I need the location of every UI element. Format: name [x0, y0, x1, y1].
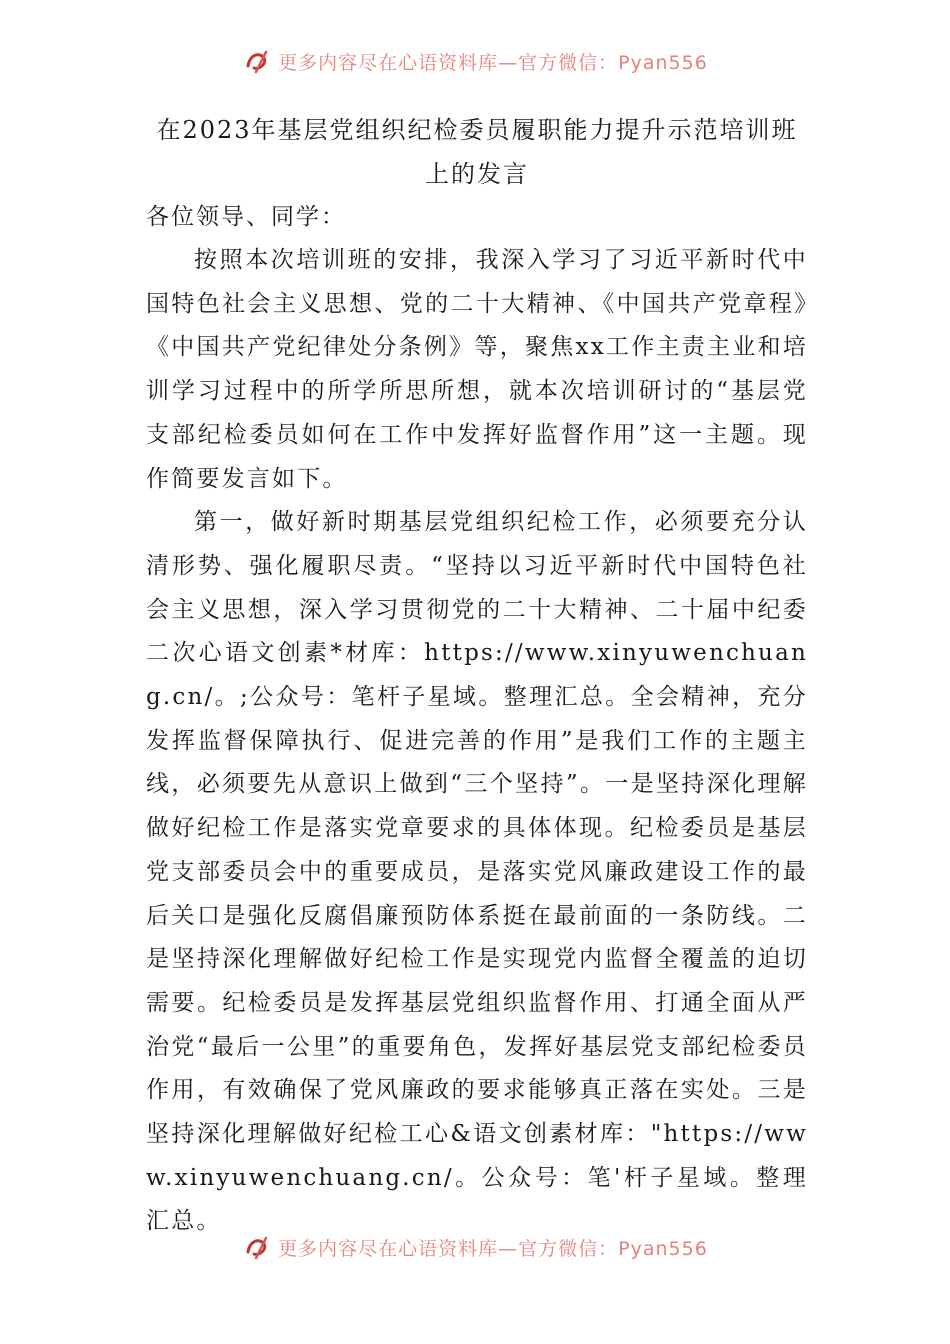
paragraph-1: 按照本次培训班的安排，我深入学习了习近平新时代中国特色社会主义思想、党的二十大精神、《中国共产党章程》《中国共产党纪律处分条例》等，聚焦xx工作主责主业和培训学习过程中的所学所思所想，就本次培训研讨的“基层党支部纪检委员如何在工作中发挥好监督作用”这一主题。现作简要发言如下。: [146, 247, 808, 492]
brand-logo-icon: [242, 46, 272, 76]
salutation: 各位领导、同学：: [146, 204, 346, 230]
document-title: 在2023年基层党组织纪检委员履职能力提升示范培训班上的发言: [156, 116, 798, 188]
watermark-text: 更多内容尽在心语资料库—官方微信：Pyan556: [278, 51, 708, 74]
watermark-footer: [0, 1230, 950, 1264]
document-body: [146, 108, 808, 1244]
paragraph-2: 第一，做好新时期基层党组织纪检工作，必须要充分认清形势、强化履职尽责。“坚持以习近平新时代中国特色社会主义思想，深入学习贯彻党的二十大精神、二十届中纪委二次心语文创素*材库：https://www.xinyuwenchuang.cn/。;公众号：笔杆子星域。整理汇总。全会精神，充分发挥监督保障执行、促进完善的作用”是我们工作的主题主线，必须要先从意识上做到“三个坚持”。一是坚持深化理解做好纪检工作是落实党章要求的具体体现。纪检委员是基层党支部委员会中的重要成员，是落实党风廉政建设工作的最后关口是强化反腐倡廉预防体系挺在最前面的一条防线。二是坚持深化理解做好纪检工作是实现党内监督全覆盖的迫切需要。纪检委员是发挥基层党组织监督作用、打通全面从严治党“最后一公里”的重要角色，发挥好基层党支部纪检委员作用，有效确保了党风廉政的要求能够真正落在实处。三是坚持深化理解做好纪检工心&语文创素材库："https://www.xinyuwenchuang.cn/。公众号：笔'杆子星域。整理汇总。: [146, 509, 808, 1235]
brand-logo-icon: [242, 1232, 272, 1262]
watermark-header: [0, 44, 950, 78]
watermark-text: 更多内容尽在心语资料库—官方微信：Pyan556: [278, 1237, 708, 1260]
